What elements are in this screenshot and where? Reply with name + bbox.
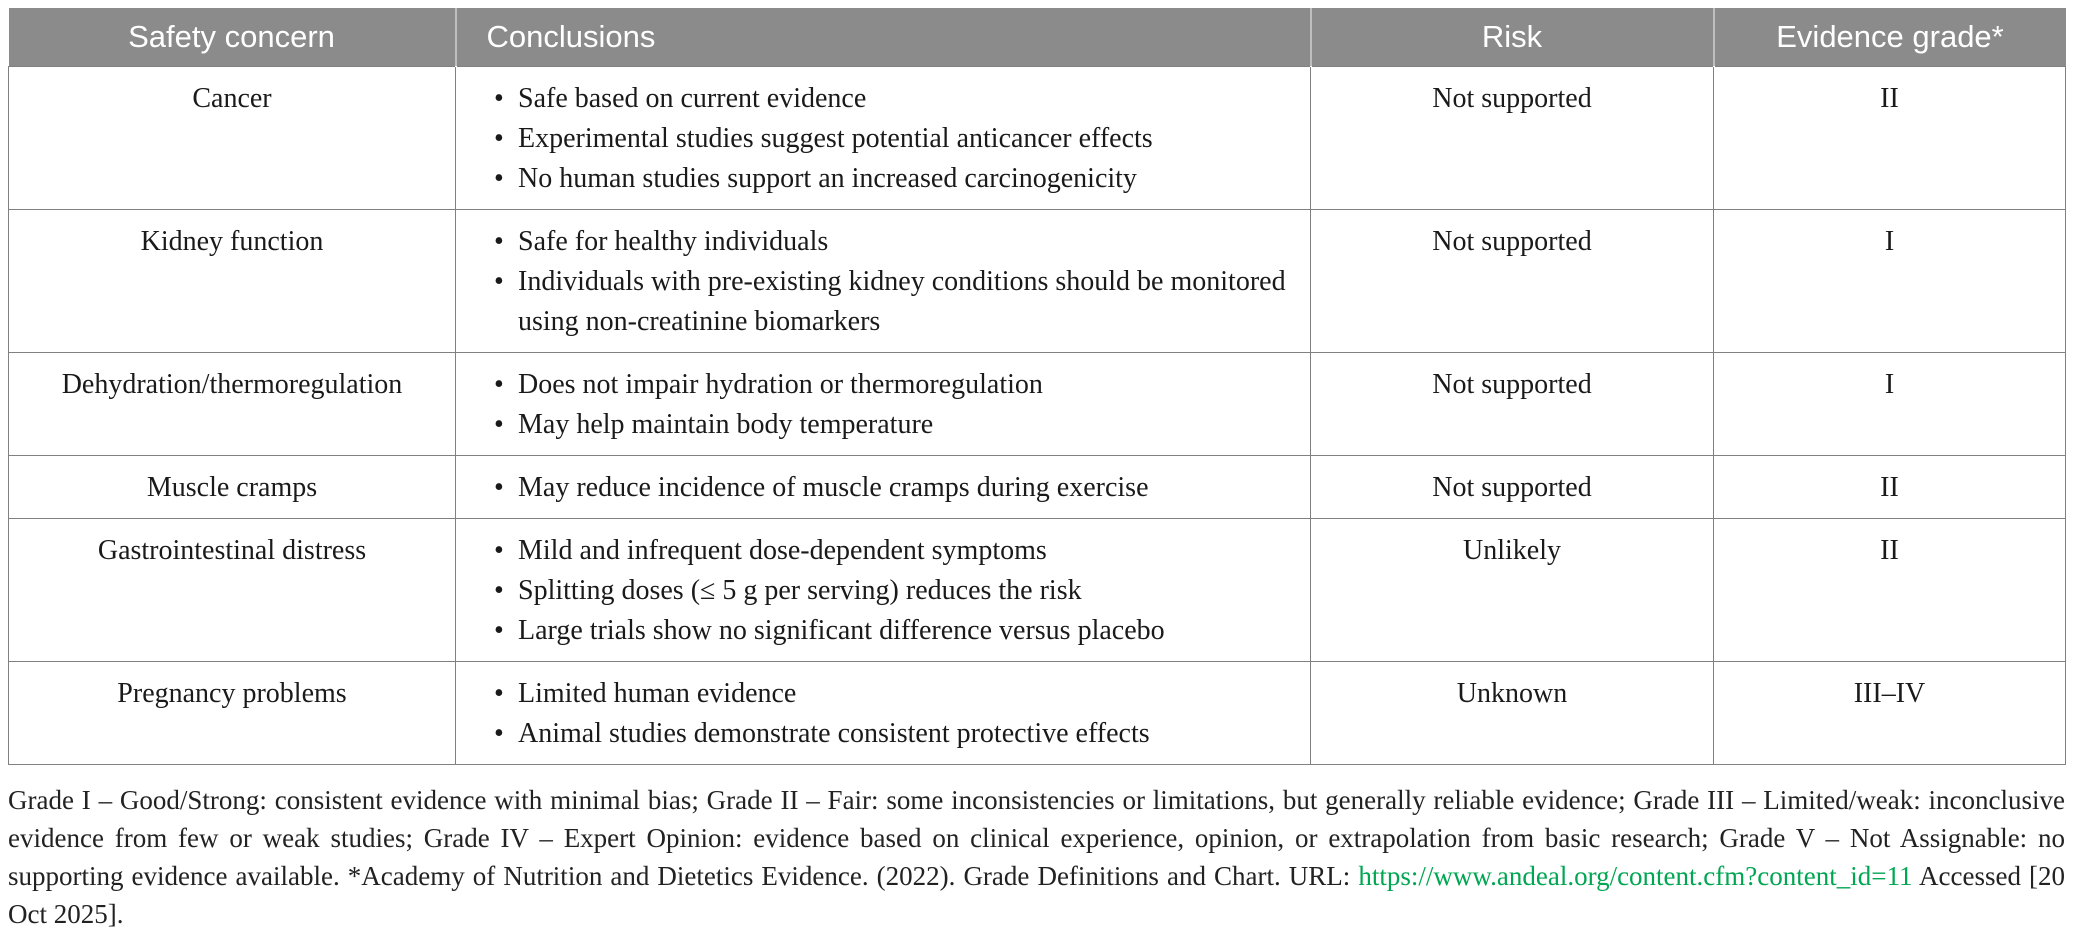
conclusion-bullet-list bbox=[472, 79, 1294, 199]
conclusion-bullet: • No human studies support an increased carcinogenicity bbox=[472, 159, 1294, 199]
header-safety-concern: Safety concern bbox=[9, 8, 456, 66]
conclusion-bullet: • Mild and infrequent dose-dependent symptoms bbox=[472, 531, 1294, 571]
conclusion-bullet: • Safe based on current evidence bbox=[472, 79, 1294, 119]
conclusion-bullet: • Large trials show no significant difference versus placebo bbox=[472, 611, 1294, 651]
footnote-url-link[interactable]: https://www.andeal.org/content.cfm?content_id=11 bbox=[1358, 860, 1913, 891]
grade-cell: I bbox=[1714, 209, 2066, 352]
footnote-text-after-link: Accessed [20 Oct 2025]. bbox=[8, 860, 2066, 929]
table-header-row bbox=[9, 8, 2066, 66]
conclusions-cell bbox=[456, 518, 1311, 661]
conclusions-cell bbox=[456, 66, 1311, 209]
conclusion-bullet-list bbox=[472, 674, 1294, 754]
table-footnote bbox=[8, 765, 2065, 933]
concern-cell: Kidney function bbox=[9, 209, 456, 352]
concern-cell: Pregnancy problems bbox=[9, 661, 456, 764]
table-row-pregnancy bbox=[9, 661, 2066, 764]
table-row-dehydration bbox=[9, 352, 2066, 455]
risk-cell: Not supported bbox=[1311, 455, 1714, 518]
risk-cell: Not supported bbox=[1311, 209, 1714, 352]
conclusions-cell bbox=[456, 209, 1311, 352]
concern-cell: Muscle cramps bbox=[9, 455, 456, 518]
conclusion-bullet-list bbox=[472, 365, 1294, 445]
conclusion-bullet-list bbox=[472, 222, 1294, 342]
risk-cell: Unknown bbox=[1311, 661, 1714, 764]
table-row-gastrointestinal bbox=[9, 518, 2066, 661]
conclusion-bullet-list bbox=[472, 468, 1294, 508]
concern-cell: Dehydration/thermoregulation bbox=[9, 352, 456, 455]
table-row-kidney-function bbox=[9, 209, 2066, 352]
grade-cell: I bbox=[1714, 352, 2066, 455]
concern-cell: Cancer bbox=[9, 66, 456, 209]
grade-cell: II bbox=[1714, 518, 2066, 661]
conclusion-bullet: • Does not impair hydration or thermoregulation bbox=[472, 365, 1294, 405]
footnote-text-before-link: Grade I – Good/Strong: consistent evidence with minimal bias; Grade II – Fair: some inconsistencies or limitations, but generally reliable evidence; Grade III – Limited/weak: inconclusive evidence from few or weak studies; Grade IV – Expert Opinion: evidence based on clinical experience, opinion, or extrapolation from basic research; Grade V – Not Assignable: no supporting evidence available. *Academy of Nutrition and Dietetics Evidence. (2022). Grade Definitions and Chart. URL: bbox=[8, 784, 2065, 891]
conclusion-bullet: • Safe for healthy individuals bbox=[472, 222, 1294, 262]
grade-cell: II bbox=[1714, 66, 2066, 209]
conclusion-bullet: • Limited human evidence bbox=[472, 674, 1294, 714]
conclusion-bullet: • May reduce incidence of muscle cramps during exercise bbox=[472, 468, 1294, 508]
safety-evidence-table bbox=[8, 8, 2066, 765]
grade-cell: II bbox=[1714, 455, 2066, 518]
table-row-muscle-cramps bbox=[9, 455, 2066, 518]
conclusion-bullet: • Individuals with pre-existing kidney conditions should be monitored using non-creatinine biomarkers bbox=[472, 262, 1294, 342]
conclusions-cell bbox=[456, 352, 1311, 455]
conclusions-cell bbox=[456, 661, 1311, 764]
conclusions-cell bbox=[456, 455, 1311, 518]
concern-cell: Gastrointestinal distress bbox=[9, 518, 456, 661]
conclusion-bullet: • Animal studies demonstrate consistent protective effects bbox=[472, 714, 1294, 754]
header-risk: Risk bbox=[1311, 8, 1714, 66]
risk-cell: Not supported bbox=[1311, 66, 1714, 209]
grade-cell: III–IV bbox=[1714, 661, 2066, 764]
conclusion-bullet: • Experimental studies suggest potential anticancer effects bbox=[472, 119, 1294, 159]
conclusion-bullet: • Splitting doses (≤ 5 g per serving) reduces the risk bbox=[472, 571, 1294, 611]
header-conclusions: Conclusions bbox=[456, 8, 1311, 66]
conclusion-bullet: • May help maintain body temperature bbox=[472, 405, 1294, 445]
risk-cell: Not supported bbox=[1311, 352, 1714, 455]
table-row-cancer bbox=[9, 66, 2066, 209]
header-evidence-grade: Evidence grade* bbox=[1714, 8, 2066, 66]
conclusion-bullet-list bbox=[472, 531, 1294, 651]
risk-cell: Unlikely bbox=[1311, 518, 1714, 661]
